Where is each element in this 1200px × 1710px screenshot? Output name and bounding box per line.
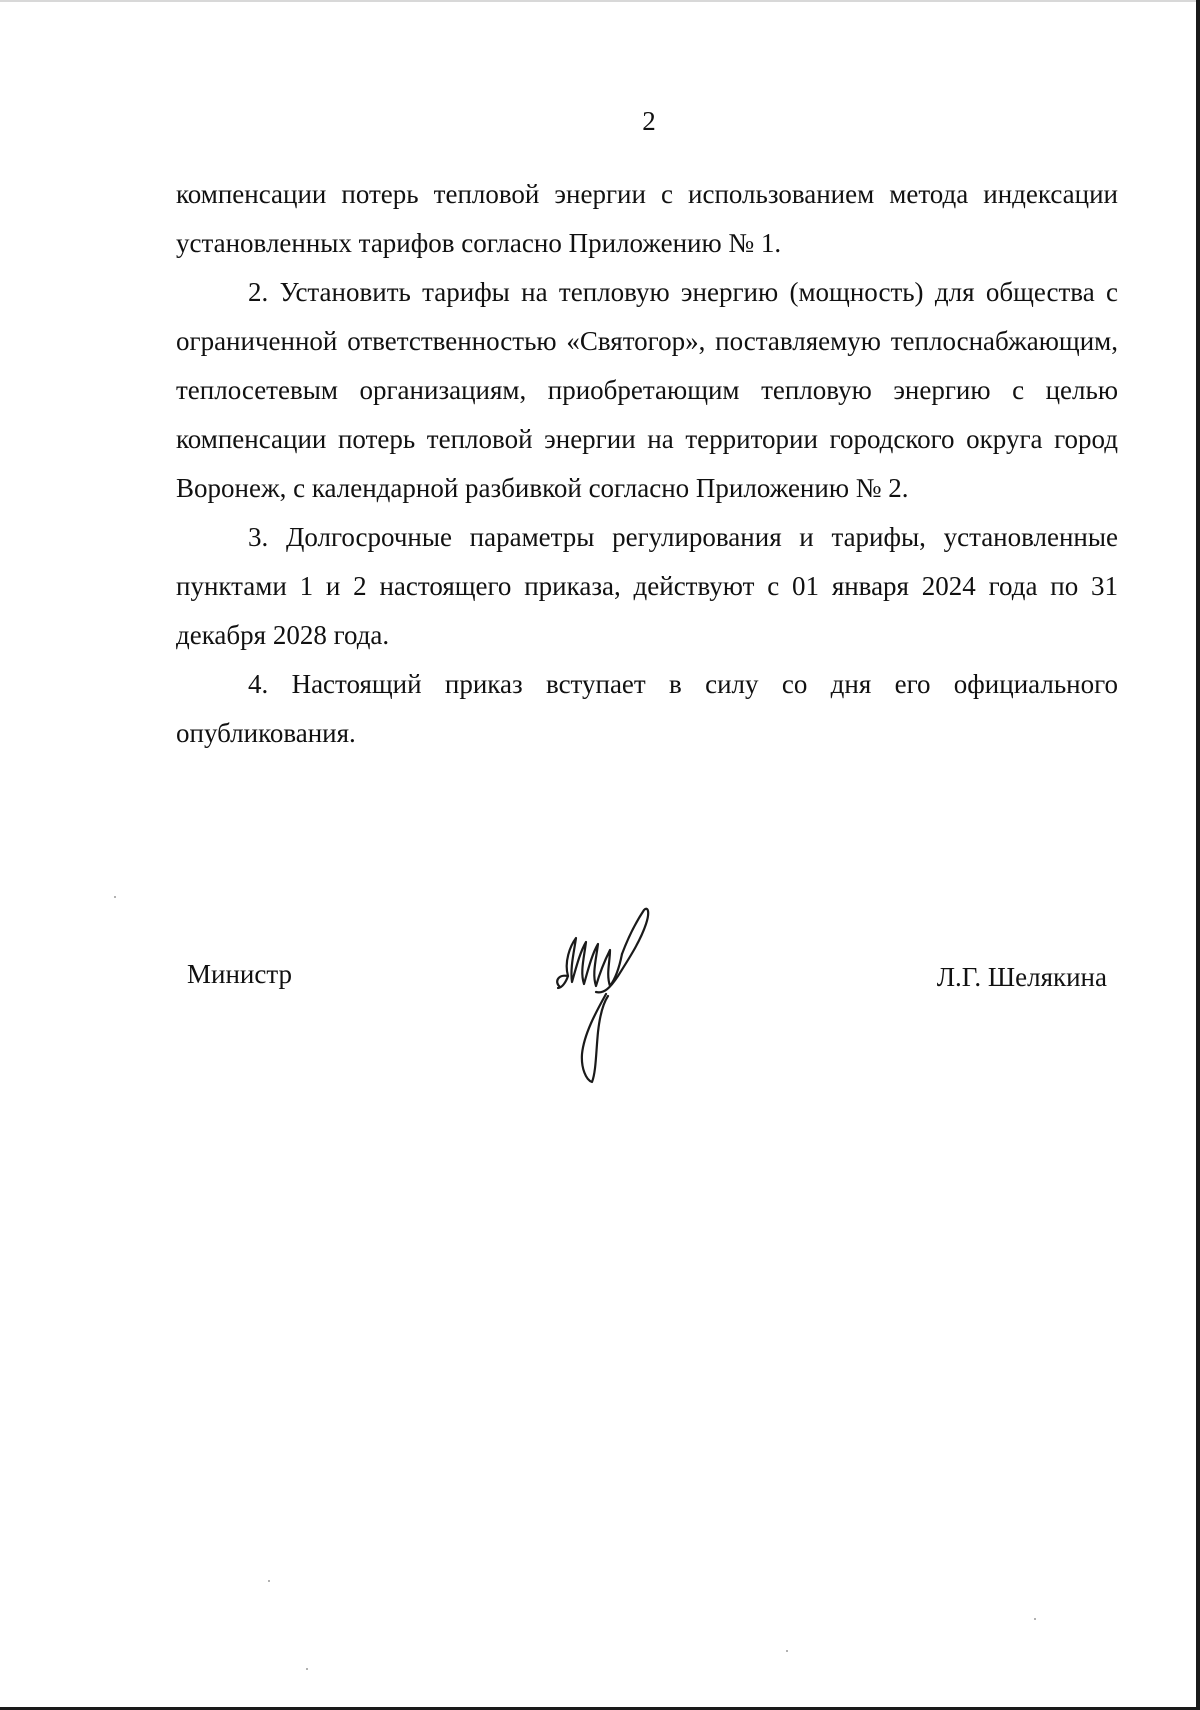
- paragraph-item-3: 3. Долгосрочные параметры регулирования и тарифы, установленные пунктами 1 и 2 настоящего приказа, действуют с 01 января 2024 года по 31 декабря 2028 года.: [176, 522, 1118, 650]
- paragraph-item-4: 4. Настоящий приказ вступает в силу со дня его официального опубликования.: [176, 669, 1118, 748]
- scan-edge-right: [1196, 0, 1200, 1710]
- handwritten-signature: [548, 902, 678, 1092]
- scan-edge-top: [0, 0, 1200, 2]
- signatory-title: Министр: [187, 959, 292, 989]
- paragraph-item-2: 2. Установить тарифы на тепловую энергию (мощность) для общества с ограниченной ответственностью «Святогор», поставляемую теплоснабжающим, теплосетевым организациям, приобретающим тепловую энергию с целью компенсации потерь тепловой энергии на территории городского округа город Воронеж, с календарной разбивкой согласно Приложению № 2.: [176, 277, 1118, 503]
- scan-speck: [306, 1668, 308, 1670]
- scan-speck: [268, 1580, 270, 1582]
- scan-speck: [786, 1650, 788, 1652]
- page-number: 2: [642, 106, 656, 136]
- signatory-name: Л.Г. Шелякина: [936, 962, 1107, 992]
- paragraph-continuation: компенсации потерь тепловой энергии с использованием метода индексации установленных тарифов согласно Приложению № 1.: [176, 179, 1118, 258]
- document-body: [176, 170, 1118, 758]
- scan-speck: [114, 896, 116, 898]
- scan-speck: [1034, 1618, 1036, 1620]
